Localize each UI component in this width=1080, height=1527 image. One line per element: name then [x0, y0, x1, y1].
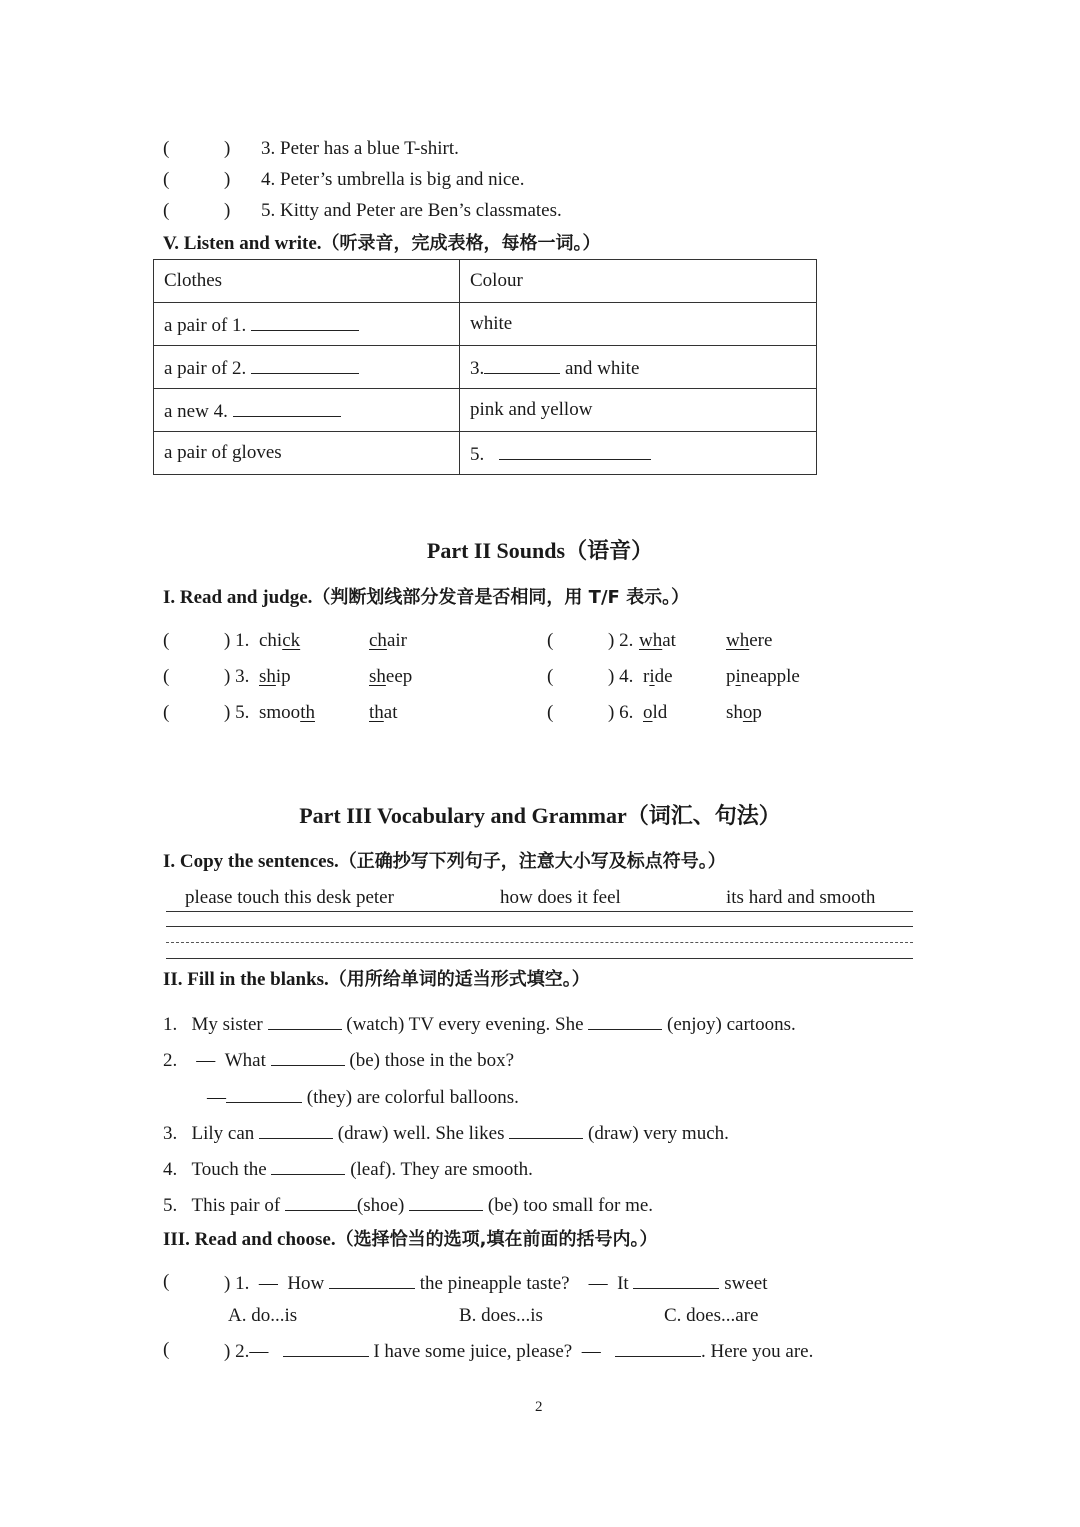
- item-number: ) 6.: [608, 702, 634, 723]
- table-cell: pink and yellow: [460, 389, 817, 432]
- fill-blank[interactable]: [271, 1047, 345, 1066]
- table-header-colour: Colour: [460, 260, 817, 303]
- fill-question-2-answer: — (they) are colorful balloons.: [207, 1084, 519, 1110]
- sound-item-3: [163, 665, 413, 689]
- clothes-colour-table: [153, 259, 817, 475]
- answer-paren[interactable]: (: [163, 1271, 170, 1292]
- answer-blank-5[interactable]: [499, 441, 651, 460]
- part-2-i-heading: [163, 586, 689, 610]
- table-cell: white: [460, 303, 817, 346]
- part-3-note: （词汇、句法）: [626, 804, 781, 829]
- choose-blank[interactable]: [633, 1270, 719, 1289]
- choose-question-2: ( ) 2.— I have some juice, please? — . Here you are.: [163, 1339, 814, 1362]
- part-3-ii-title: II. Fill in the blanks.: [163, 969, 329, 990]
- table-row: [154, 432, 817, 475]
- section-v-note: （听录音，完成表格，每格一词。）: [321, 233, 601, 254]
- part-3-i-title: I. Copy the sentences.: [163, 851, 339, 872]
- fill-blank[interactable]: [285, 1192, 357, 1211]
- option-c[interactable]: C. does...are: [664, 1305, 759, 1326]
- answer-paren[interactable]: (: [163, 702, 170, 723]
- statement-4: [163, 168, 525, 192]
- answer-paren-open[interactable]: (: [163, 138, 170, 159]
- word-1: ride: [643, 666, 673, 687]
- fill-blank[interactable]: [268, 1011, 342, 1030]
- item-number: ) 1.: [224, 630, 250, 651]
- word-2: sheep: [369, 666, 413, 687]
- sound-item-1: [163, 629, 407, 653]
- word-2: that: [369, 702, 398, 723]
- table-cell: a new 4.: [154, 389, 460, 432]
- statement-3: [163, 137, 459, 161]
- copy-sentence-2: how does it feel: [500, 887, 621, 908]
- part-3-title: Part III Vocabulary and Grammar: [299, 803, 627, 828]
- part-2-title: Part II Sounds: [426, 538, 566, 563]
- answer-paren-close: ): [224, 200, 231, 221]
- fill-question-5: 5. This pair of (shoe) (be) too small for me.: [163, 1192, 653, 1218]
- option-b[interactable]: B. does...is: [459, 1305, 543, 1326]
- answer-paren-open[interactable]: (: [163, 169, 170, 190]
- part-3-iii-title: III. Read and choose.: [163, 1229, 336, 1250]
- part-3-heading: [0, 799, 1080, 830]
- statement-text: 4. Peter’s umbrella is big and nice.: [261, 169, 525, 190]
- item-number: ) 3.: [224, 666, 250, 687]
- fill-question-4: 4. Touch the (leaf). They are smooth.: [163, 1156, 533, 1182]
- choose-blank[interactable]: [329, 1270, 415, 1289]
- table-cell: 3. and white: [460, 346, 817, 389]
- answer-blank-1[interactable]: [251, 312, 359, 331]
- word-1: old: [643, 702, 668, 723]
- word-2: pineapple: [726, 666, 800, 687]
- answer-paren[interactable]: (: [163, 666, 170, 687]
- answer-paren[interactable]: (: [547, 666, 554, 687]
- sound-item-5: [163, 701, 398, 725]
- statement-text: 3. Peter has a blue T-shirt.: [261, 138, 459, 159]
- section-v-heading: [163, 232, 601, 256]
- table-header-clothes: Clothes: [154, 260, 460, 303]
- word-1: ship: [259, 666, 291, 687]
- fill-blank[interactable]: [588, 1011, 662, 1030]
- answer-paren[interactable]: (: [547, 630, 554, 651]
- part-2-i-title: I. Read and judge.: [163, 587, 313, 608]
- word-1: chick: [259, 630, 301, 651]
- section-v-title: V. Listen and write.: [163, 233, 322, 254]
- answer-paren-open[interactable]: (: [163, 200, 170, 221]
- fill-blank[interactable]: [226, 1084, 302, 1103]
- answer-paren-close: ): [224, 169, 231, 190]
- answer-blank-3[interactable]: [484, 355, 560, 374]
- copy-line-bottom[interactable]: [166, 958, 913, 959]
- table-row: [154, 389, 817, 432]
- part-3-iii-note: （选择恰当的选项,填在前面的括号内。）: [335, 1229, 658, 1250]
- part-2-note: （语音）: [565, 539, 654, 564]
- fill-question-3: 3. Lily can (draw) well. She likes (draw) very much.: [163, 1120, 729, 1146]
- fill-blank[interactable]: [271, 1156, 345, 1175]
- fill-blank[interactable]: [409, 1192, 483, 1211]
- word-1: smooth: [259, 702, 315, 723]
- part-3-i-note: （正确抄写下列句子，注意大小写及标点符号。）: [338, 851, 726, 872]
- part-2-i-note: （判断划线部分发音是否相同，用 T/F 表示。）: [312, 587, 690, 608]
- word-1: what: [639, 630, 676, 651]
- choose-blank[interactable]: [615, 1338, 701, 1357]
- table-row: [154, 303, 817, 346]
- sound-item-6: [547, 701, 762, 725]
- table-cell: 5.: [460, 432, 817, 475]
- answer-paren[interactable]: (: [547, 702, 554, 723]
- answer-paren[interactable]: (: [163, 630, 170, 651]
- fill-blank[interactable]: [259, 1120, 333, 1139]
- fill-blank[interactable]: [509, 1120, 583, 1139]
- word-2: shop: [726, 702, 762, 723]
- choose-question-1: ( ) 1. — How the pineapple taste? — It sweet: [163, 1271, 768, 1294]
- answer-paren[interactable]: (: [163, 1339, 170, 1360]
- copy-line-top[interactable]: [166, 911, 913, 912]
- word-2: chair: [369, 630, 407, 651]
- copy-line-2[interactable]: [166, 926, 913, 927]
- answer-paren-close: ): [224, 138, 231, 159]
- part-3-iii-heading: [163, 1228, 657, 1252]
- item-number: ) 5.: [224, 702, 250, 723]
- copy-sentence-3: its hard and smooth: [726, 887, 876, 908]
- statement-5: [163, 199, 562, 223]
- part-3-i-heading: [163, 850, 726, 874]
- table-cell: a pair of 2.: [154, 346, 460, 389]
- answer-blank-4[interactable]: [233, 398, 341, 417]
- page-number: 2: [535, 1399, 543, 1415]
- table-cell: a pair of gloves: [154, 432, 460, 475]
- fill-question-2: 2. — What (be) those in the box?: [163, 1047, 514, 1073]
- answer-blank-2[interactable]: [251, 355, 359, 374]
- copy-line-mid[interactable]: [166, 942, 913, 943]
- table-header-row: [154, 260, 817, 303]
- statement-text: 5. Kitty and Peter are Ben’s classmates.: [261, 200, 562, 221]
- item-number: ) 4.: [608, 666, 634, 687]
- part-3-ii-note: （用所给单词的适当形式填空。）: [328, 969, 590, 990]
- item-number: ) 2.: [608, 630, 634, 651]
- sound-item-2: [547, 629, 773, 653]
- table-cell: a pair of 1.: [154, 303, 460, 346]
- part-2-heading: [0, 534, 1080, 565]
- table-row: [154, 346, 817, 389]
- word-2: where: [726, 630, 773, 651]
- option-a[interactable]: A. do...is: [228, 1305, 298, 1326]
- fill-question-1: 1. My sister (watch) TV every evening. She (enjoy) cartoons.: [163, 1011, 796, 1037]
- sound-item-4: [547, 665, 800, 689]
- choose-blank[interactable]: [283, 1338, 369, 1357]
- part-3-ii-heading: [163, 968, 590, 992]
- copy-sentence-1: please touch this desk peter: [185, 887, 394, 908]
